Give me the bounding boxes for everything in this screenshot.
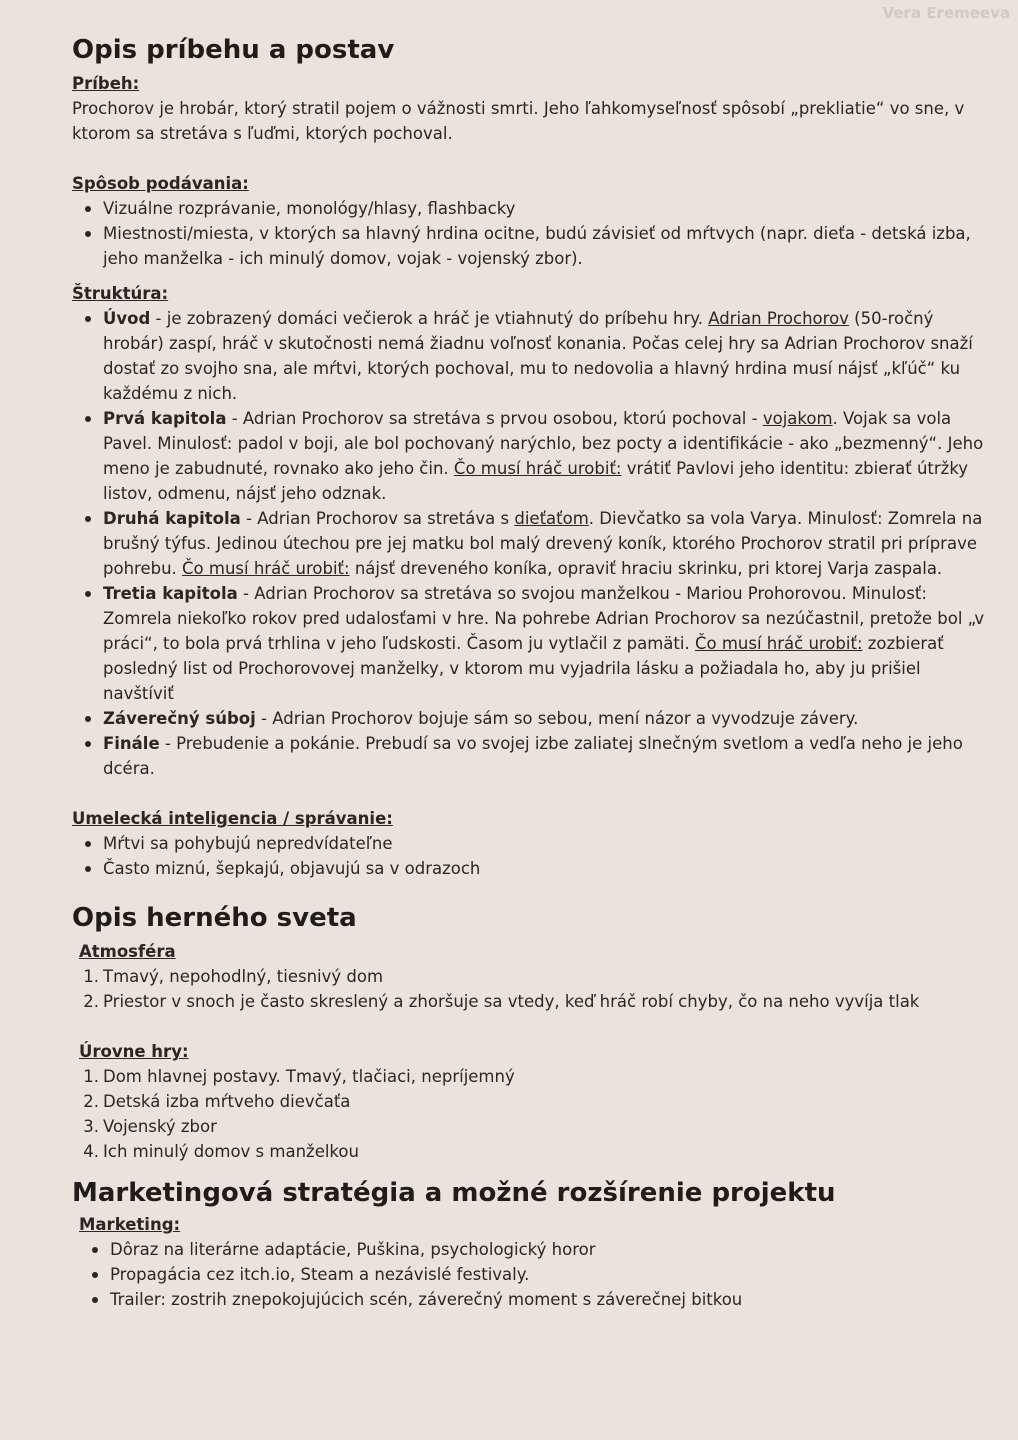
pribeh-text: Prochorov je hrobár, ktorý stratil pojem o vážnosti smrti. Jeho ľahkomyseľnosť spôsobí „prekliatie“ vo sne, v ktorom sa stretáva s ľuďmi, ktorých pochoval.: [72, 99, 965, 143]
list-item: [79, 1089, 992, 1114]
item-title: Tretia kapitola: [103, 584, 238, 603]
urovne-heading: Úrovne hry:: [79, 1042, 189, 1061]
struktura-list: [72, 306, 992, 781]
item-text: Tmavý, nepohodlný, tiesnivý dom: [103, 967, 384, 986]
item-title: Druhá kapitola: [103, 509, 241, 528]
item-text: vrátiť Pavlovi jeho identitu: zbierať útržky listov, odmenu, nájsť jeho odznak.: [103, 459, 969, 503]
section-title-story: Opis príbehu a postav: [72, 35, 395, 65]
item-text: (50-ročný hrobár) zaspí, hráč v skutočnosti nemá žiadnu voľnosť konania. Počas celej hry sa Adrian Prochorov snaží dostať zo svojho sna, ale mŕtvi, ktorých pochoval, mu to nedovolia a hlavný hrdina musí nájsť „kľúč“ ku každému z nich.: [103, 309, 973, 403]
world-content: [72, 939, 992, 1164]
struktura-heading: Štruktúra:: [72, 284, 169, 303]
character-link: vojakom: [762, 409, 833, 428]
item-text: - je zobrazený domáci večierok a hráč je vtiahnutý do príbehu hry.: [150, 309, 709, 328]
item-text: - Adrian Prochorov sa stretáva s: [240, 509, 515, 528]
sposob-heading: Spôsob podávania:: [72, 174, 249, 193]
list-item: Trailer: zostrih znepokojujúcich scén, záverečný moment s záverečnej bitkou: [79, 1287, 992, 1312]
list-number: 4.: [83, 1142, 99, 1161]
ai-list: [72, 831, 992, 881]
struktura-item-finale: [72, 731, 992, 781]
ai-heading: Umelecká inteligencia / správanie:: [72, 809, 393, 828]
atmosfera-list: [79, 964, 992, 1014]
character-link: Adrian Prochorov: [708, 309, 849, 328]
marketing-heading: Marketing:: [79, 1215, 181, 1234]
item-text: - Adrian Prochorov bojuje sám so sebou, mení názor a vyvodzuje závery.: [255, 709, 859, 728]
task-label: Čo musí hráč urobiť:: [694, 634, 863, 653]
item-text: - Prebudenie a pokánie. Prebudí sa vo svojej izbe zaliatej slnečným svetlom a vedľa neho je jeho dcéra.: [103, 734, 963, 778]
list-number: 1.: [83, 967, 99, 986]
list-number: 2.: [83, 992, 99, 1011]
task-label: Čo musí hráč urobiť:: [453, 459, 622, 478]
item-text: . Dievčatko sa vola Varya. Minulosť: Zomrela na brušný týfus. Jedinou útechou pre jej matku bol malý drevený koník, ktorého Prochorov stratil pri príprave pohrebu.: [103, 509, 983, 578]
struktura-item-kapitola-3: [72, 581, 992, 706]
section-title-world: Opis herného sveta: [72, 903, 357, 933]
atmosfera-heading: Atmosféra: [79, 942, 176, 961]
item-text: Priestor v snoch je často skreslený a zhoršuje sa vtedy, keď hráč robí chyby, čo na neho vyvíja tlak: [103, 992, 920, 1011]
character-link: dieťaťom: [514, 509, 589, 528]
item-text: - Adrian Prochorov sa stretáva s prvou osobou, ktorú pochoval -: [226, 409, 763, 428]
struktura-item-kapitola-2: [72, 506, 992, 581]
item-text: Dom hlavnej postavy. Tmavý, tlačiaci, nepríjemný: [103, 1067, 515, 1086]
task-label: Čo musí hráč urobiť:: [182, 559, 350, 578]
list-number: 1.: [83, 1067, 99, 1086]
list-item: Mŕtvi sa pohybujú nepredvídateľne: [72, 831, 992, 856]
list-item: [79, 964, 992, 989]
list-item: Miestnosti/miesta, v ktorých sa hlavný hrdina ocitne, budú závisieť od mŕtvych (napr. dieťa - detská izba, jeho manželka - ich minulý domov, vojak - vojenský zbor).: [72, 221, 992, 271]
marketing-list: [79, 1237, 992, 1312]
item-title: Úvod: [103, 309, 151, 328]
item-text: nájsť dreveného koníka, opraviť hraciu skrinku, pri ktorej Varja zaspala.: [349, 559, 943, 578]
struktura-item-uvod: [72, 306, 992, 406]
pribeh-heading: Príbeh:: [72, 74, 140, 93]
section-title-marketing: Marketingová stratégia a možné rozšírenie projektu: [72, 1178, 836, 1208]
author-name: Vera Eremeeva: [882, 4, 1010, 22]
struktura-item-zaverecny-suboj: [72, 706, 992, 731]
item-text: Vojenský zbor: [103, 1117, 217, 1136]
item-title: Záverečný súboj: [103, 709, 256, 728]
list-item: [79, 989, 992, 1014]
item-text: . Vojak sa vola Pavel. Minulosť: padol v boji, ale bol pochovaný narýchlo, bez pocty a identifikácie - ako „bezmenný“. Jeho meno je zabudnuté, rovnako ako jeho čin.: [103, 409, 984, 478]
item-text: - Adrian Prochorov sa stretáva so svojou manželkou - Mariou Prohorovou. Minulosť: Zomrela niekoľko rokov pred udalosťami v hre. Na pohrebe Adrian Prochorov sa nezúčastnil, pretože bol „v práci“, to bola prvá trhlina v jeho ľudskosti. Časom ju vytlačil z pamäti.: [103, 584, 985, 653]
list-item: Často miznú, šepkajú, objavujú sa v odrazoch: [72, 856, 992, 881]
struktura-item-kapitola-1: [72, 406, 992, 506]
item-title: Prvá kapitola: [103, 409, 227, 428]
item-title: Finále: [103, 734, 160, 753]
item-text: Ich minulý domov s manželkou: [103, 1142, 359, 1161]
item-text: zozbierať posledný list od Prochorovovej manželky, v ktorom mu vyjadrila lásku a požiadala ho, aby ju prišiel navštíviť: [103, 634, 944, 703]
document-page: [72, 30, 992, 1312]
list-number: 2.: [83, 1092, 99, 1111]
marketing-content: [72, 1212, 992, 1312]
item-text: Detská izba mŕtveho dievčaťa: [103, 1092, 351, 1111]
list-item: [79, 1114, 992, 1139]
list-number: 3.: [83, 1117, 99, 1136]
sposob-list: [72, 196, 992, 271]
list-item: Dôraz na literárne adaptácie, Puškina, psychologický horor: [79, 1237, 992, 1262]
list-item: [79, 1139, 992, 1164]
list-item: [79, 1064, 992, 1089]
urovne-list: [79, 1064, 992, 1164]
list-item: Propagácia cez itch.io, Steam a nezávislé festivaly.: [79, 1262, 992, 1287]
list-item: Vizuálne rozprávanie, monológy/hlasy, flashbacky: [72, 196, 992, 221]
